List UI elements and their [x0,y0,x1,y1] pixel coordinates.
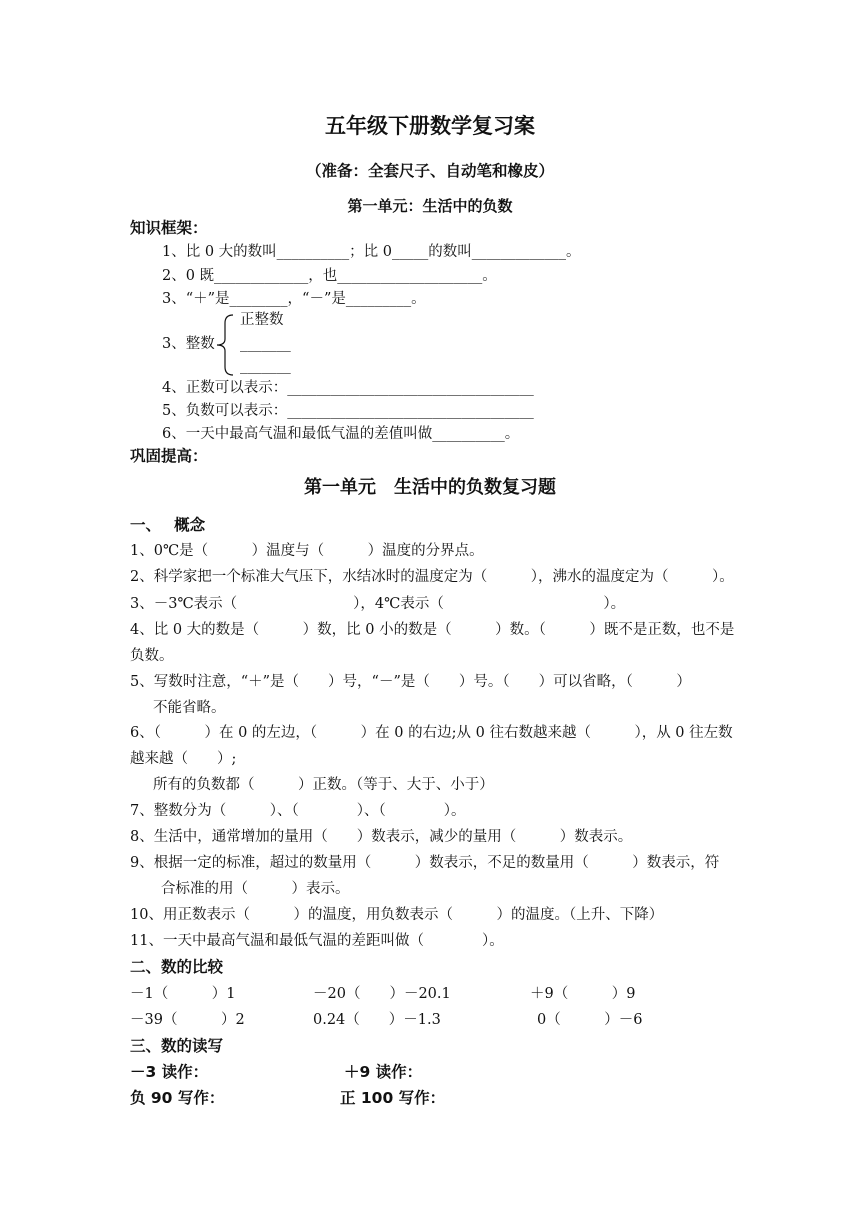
readwrite-item: －3 读作： [130,1063,209,1081]
question-4: 4、比 0 大的数是（ ）数，比 0 小的数是（ ）数。（ ）既不是正数，也不是 [130,622,735,638]
integer-label: 3、整数 [162,336,215,352]
question-6-extra: 所有的负数都（ ）正数。（等于、大于、小于） [153,777,494,793]
compare-item: －20（ ）－20.1 [313,986,451,1002]
question-9-cont: 合标准的用（ ）表示。 [161,881,350,897]
compare-item: 0（ ）－6 [537,1012,643,1028]
unit-heading: 第一单元：生活中的负数 [347,197,513,215]
preparation-note: （准备：全套尺子、自动笔和橡皮） [305,162,554,180]
question-10: 10、用正数表示（ ）的温度，用负数表示（ ）的温度。（上升、下降） [130,907,664,923]
readwrite-heading: 三、数的读写 [130,1037,224,1055]
question-3: 3、－3℃表示（ ），4℃表示（ ）。 [130,596,626,612]
readwrite-item: 负 90 写作： [130,1089,225,1107]
compare-item: 0.24（ ）－1.3 [313,1012,441,1028]
question-4-cont: 负数。 [130,648,174,664]
integer-blank-1: _______ [240,336,291,352]
question-5: 5、写数时注意，“＋”是（ ）号，“－”是（ ）号。（ ）可以省略，（ ） [130,674,691,690]
question-1: 1、0℃是（ ）温度与（ ）温度的分界点。 [130,543,484,559]
framework-item-3: 3、“＋”是________，“－”是_________。 [162,291,426,307]
framework-label: 知识框架： [130,219,208,237]
review-title: 第一单元 生活中的负数复习题 [304,477,556,498]
question-2: 2、科学家把一个标准大气压下，水结冰时的温度定为（ ），沸水的温度定为（ ）。 [130,569,734,585]
readwrite-item: 正 100 写作： [340,1089,446,1107]
consolidate-label: 巩固提高： [130,447,208,465]
page-title: 五年级下册数学复习案 [325,114,535,138]
framework-item-5: 5、负数可以表示：__________________________________ [162,403,534,419]
framework-item-1: 1、比 0 大的数叫__________；比 0_____的数叫_____________。 [162,244,581,260]
question-5-cont: 不能省略。 [153,700,226,716]
compare-item: －1（ ）1 [130,986,236,1002]
question-6: 6、（ ）在 0 的左边，（ ）在 0 的右边;从 0 往右数越来越（ ），从 0 往左数 [130,725,733,741]
framework-item-2: 2、0 既_____________，也____________________。 [162,268,497,284]
question-7: 7、整数分为（ ）、（ ）、（ ）。 [130,803,466,819]
brace-icon [213,313,237,377]
framework-item-4: 4、正数可以表示：__________________________________ [162,380,534,396]
framework-item-6: 6、一天中最高气温和最低气温的差值叫做__________。 [162,426,520,442]
question-6-cont: 越来越（ ）; [130,751,237,767]
compare-item: ＋9（ ）9 [530,986,636,1002]
question-8: 8、生活中，通常增加的量用（ ）数表示，减少的量用（ ）数表示。 [130,829,633,845]
compare-heading: 二、数的比较 [130,958,224,976]
question-11: 11、一天中最高气温和最低气温的差距叫做（ ）。 [130,933,504,949]
readwrite-item: ＋9 读作： [344,1063,423,1081]
integer-blank-2: _______ [240,358,291,374]
compare-item: －39（ ）2 [130,1012,245,1028]
question-9: 9、根据一定的标准，超过的数量用（ ）数表示，不足的数量用（ ）数表示，符 [130,855,720,871]
concept-heading: 一、 概念 [130,516,206,534]
integer-positive-label: 正整数 [240,312,284,328]
